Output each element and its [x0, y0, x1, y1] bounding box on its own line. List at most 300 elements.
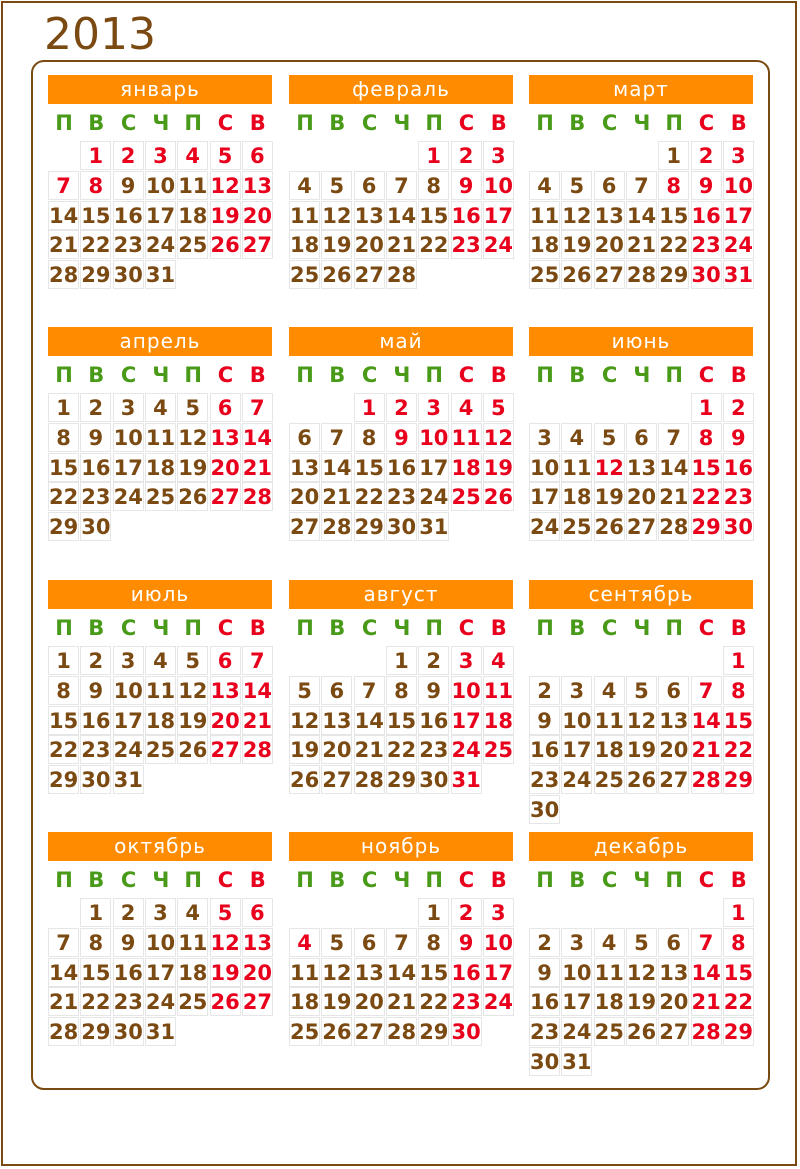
day-cell: 6 — [594, 171, 625, 200]
day-cell: 24 — [113, 482, 144, 511]
day-cell: 30 — [113, 1017, 144, 1046]
day-cell: 24 — [723, 230, 754, 259]
day-cell: 14 — [626, 201, 657, 230]
day-cell: 29 — [48, 512, 79, 541]
weekday-label: Ч — [393, 363, 411, 387]
weekday-label: В — [569, 868, 586, 892]
day-cell: 21 — [386, 230, 417, 259]
day-cell: 23 — [113, 230, 144, 259]
day-cell: 1 — [723, 646, 754, 675]
day-cell: 19 — [210, 958, 241, 987]
day-cell: 22 — [48, 482, 79, 511]
day-cell: 28 — [626, 260, 657, 289]
day-cell: 31 — [145, 1017, 176, 1046]
month-0 — [48, 75, 273, 288]
day-cell: 25 — [561, 512, 592, 541]
month-header: июнь — [529, 327, 753, 356]
day-cell: 11 — [289, 201, 320, 230]
weekday-label: П — [425, 868, 443, 892]
day-cell: 1 — [658, 141, 689, 170]
day-cell: 23 — [418, 735, 449, 764]
day-cell: 30 — [386, 512, 417, 541]
month-8 — [529, 580, 754, 822]
day-cell: 12 — [177, 676, 208, 705]
day-cell: 18 — [561, 482, 592, 511]
day-cell: 2 — [691, 141, 722, 170]
weekday-label: В — [730, 363, 747, 387]
day-cell: 28 — [691, 1017, 722, 1046]
day-cell: 24 — [418, 482, 449, 511]
day-cell: 16 — [386, 453, 417, 482]
day-cell: 27 — [321, 765, 352, 794]
day-cell: 12 — [210, 928, 241, 957]
weekday-label: В — [730, 616, 747, 640]
day-cell: 5 — [210, 141, 241, 170]
day-cell: 10 — [483, 171, 514, 200]
month-10 — [289, 832, 514, 1045]
month-7 — [289, 580, 514, 793]
day-cell: 12 — [626, 706, 657, 735]
day-cell: 22 — [80, 987, 111, 1016]
day-cell: 9 — [386, 423, 417, 452]
day-cell: 6 — [242, 898, 273, 927]
day-cell: 13 — [658, 706, 689, 735]
day-cell: 23 — [723, 482, 754, 511]
weekday-label: В — [249, 616, 266, 640]
weekday-row — [529, 108, 753, 138]
weekday-label: П — [665, 363, 683, 387]
day-cell: 9 — [723, 423, 754, 452]
day-cell: 13 — [354, 958, 385, 987]
day-cell: 17 — [451, 706, 482, 735]
day-cell: 10 — [451, 676, 482, 705]
weekday-label: Ч — [633, 868, 651, 892]
day-cell: 14 — [321, 453, 352, 482]
day-cell: 18 — [177, 201, 208, 230]
day-cell: 21 — [658, 482, 689, 511]
day-cell: 24 — [451, 735, 482, 764]
day-cell: 5 — [321, 928, 352, 957]
day-cell: 16 — [113, 958, 144, 987]
day-cell: 9 — [113, 171, 144, 200]
weekday-label: П — [55, 868, 73, 892]
day-cell: 17 — [145, 958, 176, 987]
day-cell: 3 — [418, 393, 449, 422]
day-cell: 19 — [177, 706, 208, 735]
month-1 — [289, 75, 514, 288]
day-cell: 26 — [321, 1017, 352, 1046]
day-cell: 5 — [177, 393, 208, 422]
day-cell: 28 — [386, 260, 417, 289]
day-cell: 26 — [321, 260, 352, 289]
weekday-label: С — [120, 111, 137, 135]
day-cell: 13 — [354, 201, 385, 230]
day-cell: 4 — [529, 171, 560, 200]
day-cell: 18 — [145, 453, 176, 482]
day-cell: 16 — [418, 706, 449, 735]
day-cell: 11 — [177, 928, 208, 957]
day-cell: 25 — [594, 765, 625, 794]
day-cell: 23 — [80, 735, 111, 764]
month-header: февраль — [289, 75, 513, 104]
day-cell: 1 — [80, 898, 111, 927]
day-cell: 10 — [145, 928, 176, 957]
weekday-row — [48, 865, 272, 895]
day-cell: 25 — [594, 1017, 625, 1046]
day-cell: 30 — [451, 1017, 482, 1046]
weekday-label: В — [329, 868, 346, 892]
day-cell: 2 — [451, 141, 482, 170]
day-cell: 16 — [691, 201, 722, 230]
day-cell: 15 — [48, 453, 79, 482]
month-6 — [48, 580, 273, 793]
day-cell: 29 — [418, 1017, 449, 1046]
day-cell: 16 — [723, 453, 754, 482]
day-cell: 4 — [483, 646, 514, 675]
day-cell: 22 — [48, 735, 79, 764]
day-cell: 12 — [594, 453, 625, 482]
weekday-label: В — [88, 616, 105, 640]
day-cell: 23 — [386, 482, 417, 511]
day-cell: 18 — [483, 706, 514, 735]
day-cell: 5 — [177, 646, 208, 675]
weekday-label: П — [184, 111, 202, 135]
month-header: апрель — [48, 327, 272, 356]
day-cell: 16 — [113, 201, 144, 230]
day-cell: 5 — [321, 171, 352, 200]
day-cell: 31 — [418, 512, 449, 541]
day-cell: 20 — [354, 230, 385, 259]
day-cell: 15 — [723, 958, 754, 987]
day-cell: 14 — [386, 201, 417, 230]
weekday-label: П — [55, 111, 73, 135]
day-cell: 9 — [451, 171, 482, 200]
day-cell: 17 — [483, 201, 514, 230]
day-cell: 13 — [321, 706, 352, 735]
month-header: ноябрь — [289, 832, 513, 861]
day-cell: 5 — [210, 898, 241, 927]
day-cell: 8 — [354, 423, 385, 452]
day-cell: 29 — [658, 260, 689, 289]
day-cell: 22 — [658, 230, 689, 259]
day-cell: 1 — [723, 898, 754, 927]
day-cell: 15 — [418, 201, 449, 230]
day-cell: 23 — [691, 230, 722, 259]
day-cell: 6 — [354, 171, 385, 200]
day-cell: 3 — [561, 676, 592, 705]
day-cell: 20 — [594, 230, 625, 259]
month-header: август — [289, 580, 513, 609]
day-cell: 20 — [658, 987, 689, 1016]
day-cell: 8 — [658, 171, 689, 200]
day-cell: 1 — [80, 141, 111, 170]
day-cell: 3 — [561, 928, 592, 957]
day-cell: 24 — [483, 230, 514, 259]
weekday-label: С — [458, 616, 475, 640]
day-cell: 20 — [289, 482, 320, 511]
day-cell: 31 — [451, 765, 482, 794]
weekday-label: В — [88, 111, 105, 135]
day-cell: 3 — [483, 898, 514, 927]
day-cell: 16 — [80, 706, 111, 735]
weekday-label: В — [88, 868, 105, 892]
day-cell: 11 — [594, 706, 625, 735]
day-cell: 25 — [529, 260, 560, 289]
day-cell: 4 — [594, 928, 625, 957]
day-cell: 7 — [242, 393, 273, 422]
day-cell: 14 — [691, 958, 722, 987]
day-cell: 16 — [451, 201, 482, 230]
day-cell: 31 — [145, 260, 176, 289]
day-cell: 4 — [177, 141, 208, 170]
day-cell: 7 — [386, 928, 417, 957]
day-cell: 15 — [354, 453, 385, 482]
weekday-label: С — [458, 868, 475, 892]
day-cell: 2 — [386, 393, 417, 422]
day-cell: 30 — [723, 512, 754, 541]
day-cell: 10 — [529, 453, 560, 482]
day-cell: 6 — [658, 676, 689, 705]
day-cell: 20 — [354, 987, 385, 1016]
day-cell: 2 — [80, 393, 111, 422]
day-cell: 9 — [80, 676, 111, 705]
day-cell: 14 — [242, 676, 273, 705]
day-cell: 12 — [483, 423, 514, 452]
day-cell: 1 — [418, 141, 449, 170]
day-cell: 9 — [529, 958, 560, 987]
day-cell: 21 — [242, 453, 273, 482]
day-cell: 5 — [289, 676, 320, 705]
weekday-label: П — [665, 616, 683, 640]
day-cell: 1 — [418, 898, 449, 927]
day-cell: 20 — [242, 201, 273, 230]
weekday-label: П — [665, 868, 683, 892]
day-cell: 7 — [386, 171, 417, 200]
day-cell: 15 — [658, 201, 689, 230]
weekday-label: Ч — [152, 363, 170, 387]
day-cell: 12 — [289, 706, 320, 735]
day-cell: 9 — [113, 928, 144, 957]
day-cell: 10 — [418, 423, 449, 452]
weekday-label: С — [361, 111, 378, 135]
day-cell: 7 — [626, 171, 657, 200]
weekday-label: С — [217, 868, 234, 892]
day-cell: 13 — [242, 928, 273, 957]
weekday-label: Ч — [152, 111, 170, 135]
weekday-label: П — [184, 616, 202, 640]
weekday-label: П — [665, 111, 683, 135]
weekday-label: В — [490, 616, 507, 640]
day-cell: 27 — [289, 512, 320, 541]
weekday-label: В — [249, 363, 266, 387]
weekday-label: С — [217, 616, 234, 640]
day-cell: 19 — [321, 230, 352, 259]
weekday-label: С — [458, 363, 475, 387]
day-cell: 29 — [386, 765, 417, 794]
day-cell: 26 — [626, 765, 657, 794]
day-cell: 18 — [145, 706, 176, 735]
day-cell: 27 — [354, 1017, 385, 1046]
day-cell: 7 — [48, 171, 79, 200]
weekday-label: В — [569, 616, 586, 640]
day-cell: 8 — [386, 676, 417, 705]
weekday-label: П — [536, 868, 554, 892]
weekday-label: П — [296, 616, 314, 640]
day-cell: 13 — [658, 958, 689, 987]
day-cell: 7 — [691, 928, 722, 957]
day-cell: 24 — [529, 512, 560, 541]
weekday-row — [289, 108, 513, 138]
day-cell: 10 — [113, 676, 144, 705]
day-cell: 30 — [691, 260, 722, 289]
month-header: декабрь — [529, 832, 753, 861]
day-cell: 21 — [48, 987, 79, 1016]
day-cell: 3 — [145, 898, 176, 927]
day-cell: 8 — [723, 928, 754, 957]
day-cell: 12 — [321, 201, 352, 230]
day-cell: 26 — [594, 512, 625, 541]
day-cell: 28 — [321, 512, 352, 541]
weekday-row — [529, 360, 753, 390]
day-cell: 6 — [354, 928, 385, 957]
weekday-label: С — [601, 868, 618, 892]
day-cell: 17 — [723, 201, 754, 230]
weekday-label: П — [184, 363, 202, 387]
weekday-label: П — [296, 111, 314, 135]
month-4 — [289, 327, 514, 540]
day-cell: 10 — [561, 958, 592, 987]
day-cell: 24 — [145, 987, 176, 1016]
weekday-row — [48, 360, 272, 390]
day-cell: 21 — [48, 230, 79, 259]
day-cell: 4 — [561, 423, 592, 452]
day-cell: 5 — [626, 928, 657, 957]
day-cell: 18 — [529, 230, 560, 259]
day-cell: 17 — [113, 706, 144, 735]
day-cell: 28 — [658, 512, 689, 541]
day-cell: 15 — [48, 706, 79, 735]
day-cell: 14 — [48, 201, 79, 230]
month-5 — [529, 327, 754, 540]
day-cell: 16 — [529, 987, 560, 1016]
weekday-label: С — [698, 363, 715, 387]
day-cell: 22 — [354, 482, 385, 511]
day-cell: 23 — [451, 230, 482, 259]
weekday-row — [529, 865, 753, 895]
day-cell: 24 — [483, 987, 514, 1016]
month-9 — [48, 832, 273, 1045]
weekday-label: С — [120, 616, 137, 640]
day-cell: 27 — [626, 512, 657, 541]
day-cell: 20 — [626, 482, 657, 511]
day-cell: 23 — [113, 987, 144, 1016]
day-cell: 6 — [321, 676, 352, 705]
day-cell: 13 — [626, 453, 657, 482]
day-cell: 4 — [145, 646, 176, 675]
month-2 — [529, 75, 754, 288]
day-cell: 12 — [321, 958, 352, 987]
day-cell: 25 — [483, 735, 514, 764]
day-cell: 7 — [321, 423, 352, 452]
day-cell: 13 — [210, 676, 241, 705]
weekday-label: С — [361, 616, 378, 640]
day-cell: 22 — [723, 987, 754, 1016]
day-cell: 14 — [386, 958, 417, 987]
weekday-label: П — [536, 111, 554, 135]
day-cell: 22 — [80, 230, 111, 259]
day-cell: 14 — [691, 706, 722, 735]
day-cell: 29 — [354, 512, 385, 541]
weekday-row — [289, 865, 513, 895]
day-cell: 26 — [483, 482, 514, 511]
day-cell: 17 — [561, 735, 592, 764]
weekday-label: В — [569, 111, 586, 135]
day-cell: 1 — [48, 646, 79, 675]
day-cell: 1 — [48, 393, 79, 422]
month-header: март — [529, 75, 753, 104]
day-cell: 26 — [561, 260, 592, 289]
day-cell: 6 — [626, 423, 657, 452]
day-cell: 21 — [321, 482, 352, 511]
day-cell: 30 — [529, 795, 560, 824]
day-cell: 17 — [529, 482, 560, 511]
day-cell: 9 — [691, 171, 722, 200]
day-cell: 12 — [177, 423, 208, 452]
day-cell: 27 — [658, 765, 689, 794]
month-header: октябрь — [48, 832, 272, 861]
weekday-label: С — [217, 111, 234, 135]
day-cell: 13 — [210, 423, 241, 452]
day-cell: 7 — [242, 646, 273, 675]
day-cell: 19 — [594, 482, 625, 511]
day-cell: 21 — [691, 735, 722, 764]
day-cell: 12 — [210, 171, 241, 200]
day-cell: 27 — [354, 260, 385, 289]
day-cell: 2 — [451, 898, 482, 927]
day-cell: 6 — [210, 393, 241, 422]
day-cell: 14 — [354, 706, 385, 735]
day-cell: 14 — [242, 423, 273, 452]
weekday-label: В — [329, 363, 346, 387]
day-cell: 25 — [177, 987, 208, 1016]
day-cell: 23 — [529, 1017, 560, 1046]
day-cell: 8 — [723, 676, 754, 705]
day-cell: 6 — [658, 928, 689, 957]
day-cell: 22 — [386, 735, 417, 764]
weekday-label: С — [120, 363, 137, 387]
day-cell: 20 — [658, 735, 689, 764]
weekday-row — [289, 360, 513, 390]
weekday-label: П — [184, 868, 202, 892]
day-cell: 8 — [418, 171, 449, 200]
day-cell: 13 — [289, 453, 320, 482]
weekday-label: Ч — [393, 868, 411, 892]
weekday-label: П — [536, 363, 554, 387]
day-cell: 29 — [723, 1017, 754, 1046]
day-cell: 23 — [80, 482, 111, 511]
day-cell: 19 — [626, 987, 657, 1016]
day-cell: 31 — [113, 765, 144, 794]
day-cell: 3 — [451, 646, 482, 675]
weekday-label: П — [425, 616, 443, 640]
day-cell: 27 — [210, 735, 241, 764]
day-cell: 15 — [80, 958, 111, 987]
day-cell: 4 — [177, 898, 208, 927]
day-cell: 14 — [48, 958, 79, 987]
weekday-label: П — [536, 616, 554, 640]
day-cell: 7 — [354, 676, 385, 705]
day-cell: 24 — [113, 735, 144, 764]
